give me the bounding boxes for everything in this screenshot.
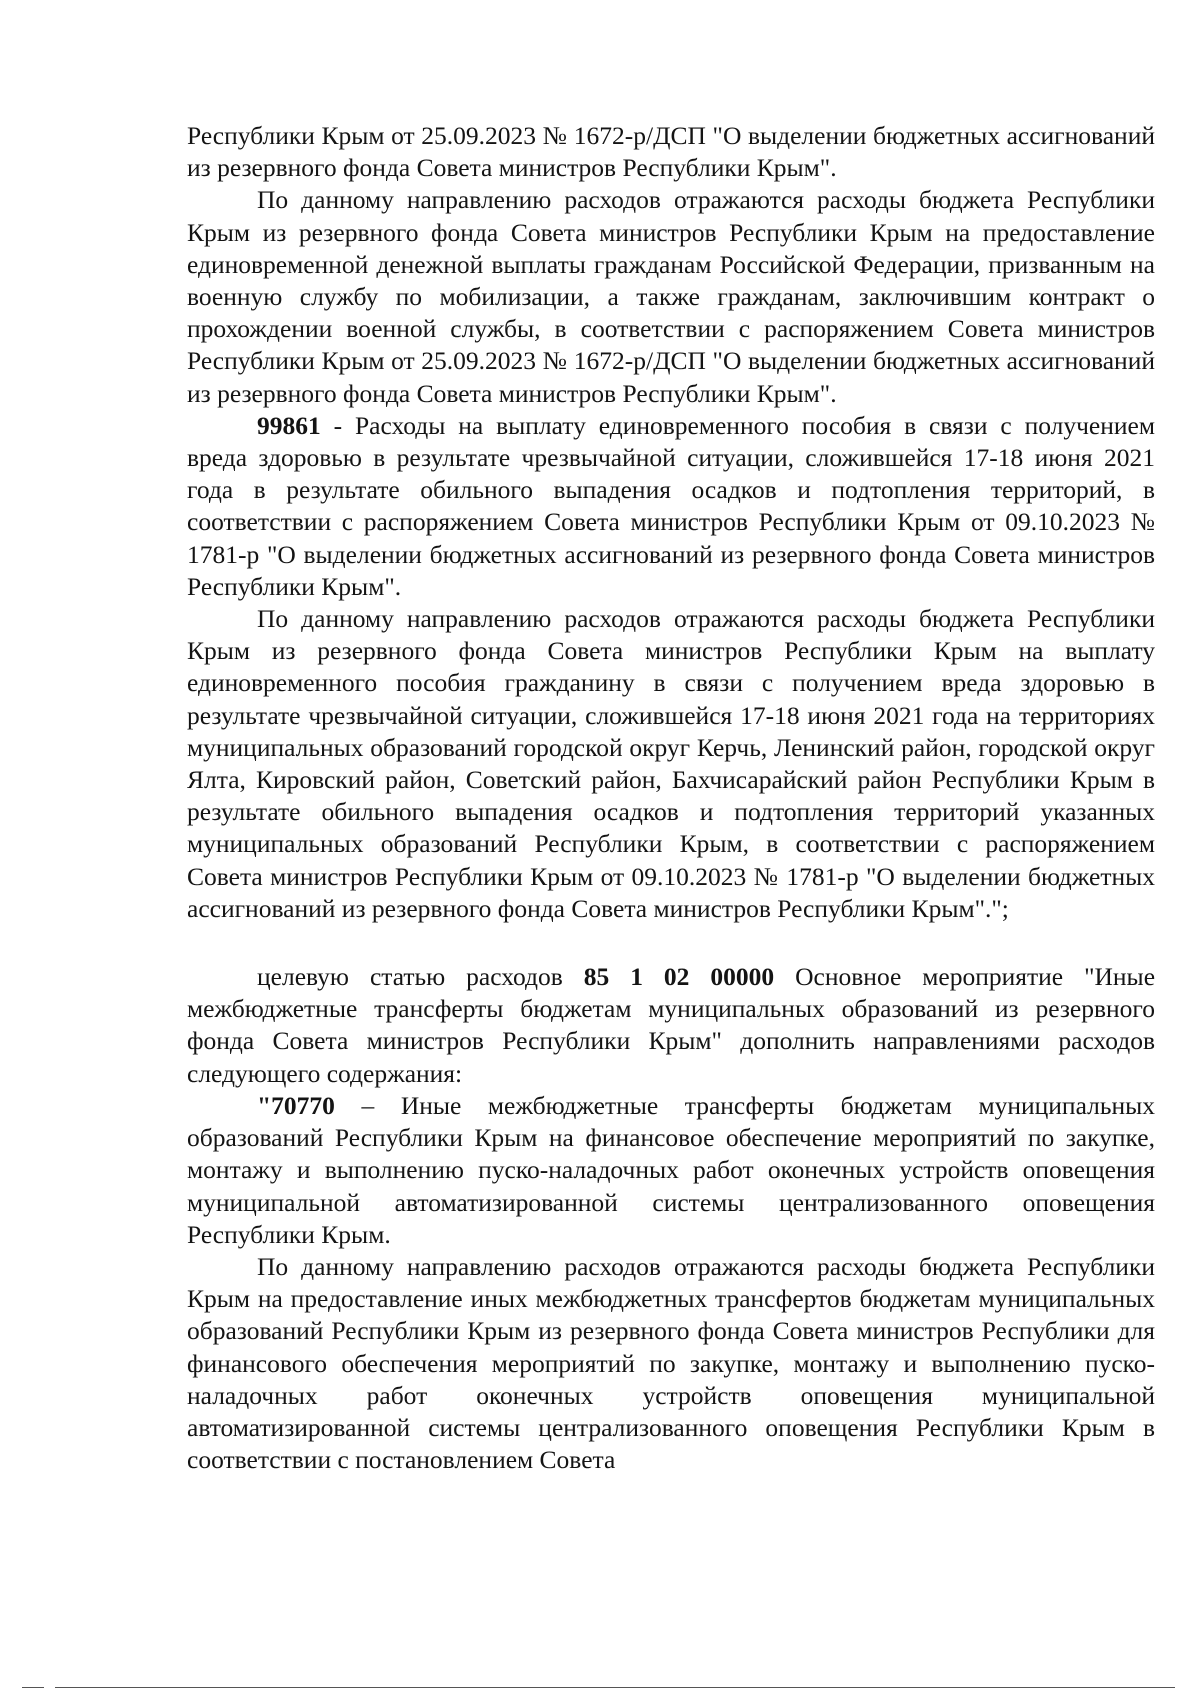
paragraph-expense-code-70770 [187,1090,1155,1251]
footer-rule-stub [22,1687,44,1688]
paragraph-expense-code-99861 [187,410,1155,603]
paragraph-continuation: Республики Крым от 25.09.2023 № 1672-р/ДСП "О выделении бюджетных ассигнований из резервного фонда Совета министров Республики Крым". [187,121,1155,183]
target-article-code: 85 1 02 00000 [583,962,775,992]
paragraph-target-article [187,961,1155,1090]
paragraph-expense-description: По данному направлению расходов отражаются расходы бюджета Республики Крым из резервного фонда Совета министров Республики Крым на предоставление единовременной денежной выплаты гражданам Российской Федерации, призванным на военную службу по мобилизации, а также гражданам, заключившим контракт о прохождении военной службы, в соответствии с распоряжением Совета министров Республики Крым от 25.09.2023 № 1672-р/ДСП "О выделении бюджетных ассигнований из резервного фонда Совета министров Республики Крым". [187,185,1155,408]
paragraph-expense-description: По данному направлению расходов отражаются расходы бюджета Республики Крым на предоставление иных межбюджетных трансфертов бюджетам муниципальных образований Республики Крым из резервного фонда Совета министров Республики для финансового обеспечения мероприятий по закупке, монтажу и выполнению пуско-наладочных работ оконечных устройств оповещения муниципальной автоматизированной системы централизованного оповещения Республики Крым в соответствии с постановлением Совета [187,1251,1155,1475]
target-article-text-before: целевую статью расходов [257,962,584,992]
expense-code: "70770 [257,1090,335,1120]
expense-code-text: - Расходы на выплату единовременного пособия в связи с получением вреда здоровью в результате чрезвычайной ситуации, сложившейся 17-18 июня 2021 года в результате обильного выпадения осадков и подтопления территорий, в соответствии с распоряжением Совета министров Республики Крым от 09.10.2023 № 1781-р "О выделении бюджетных ассигнований из резервного фонда Совета министров Республики Крым". [187,410,1155,601]
document-page [187,120,1155,1476]
expense-code-text: – Иные межбюджетные трансферты бюджетам муниципальных образований Республики Крым на финансовое обеспечение мероприятий по закупке, монтажу и выполнению пуско-наладочных работ оконечных устройств оповещения муниципальной автоматизированной системы централизованного оповещения Республики Крым. [187,1090,1155,1249]
paragraph-expense-description: По данному направлению расходов отражаются расходы бюджета Республики Крым из резервного фонда Совета министров Республики Крым на выплату единовременного пособия гражданину в связи с получением вреда здоровью в результате чрезвычайной ситуации, сложившейся 17-18 июня 2021 года на территориях муниципальных образований городской округ Керчь, Ленинский район, городской округ Ялта, Кировский район, Советский район, Бахчисарайский район Республики Крым в результате обильного выпадения осадков и подтопления территорий указанных муниципальных образований Республики Крым, в соответствии с распоряжением Совета министров Республики Крым от 09.10.2023 № 1781-р "О выделении бюджетных ассигнований из резервного фонда Совета министров Республики Крым"."; [187,604,1155,923]
target-article-text-after: Основное мероприятие "Иные межбюджетные трансферты бюджетам муниципальных образований из резервного фонда Совета министров Республики Крым" дополнить направлениями расходов следующего содержания: [187,962,1156,1088]
footer-rule [55,1687,1175,1688]
expense-code: 99861 [257,410,321,440]
